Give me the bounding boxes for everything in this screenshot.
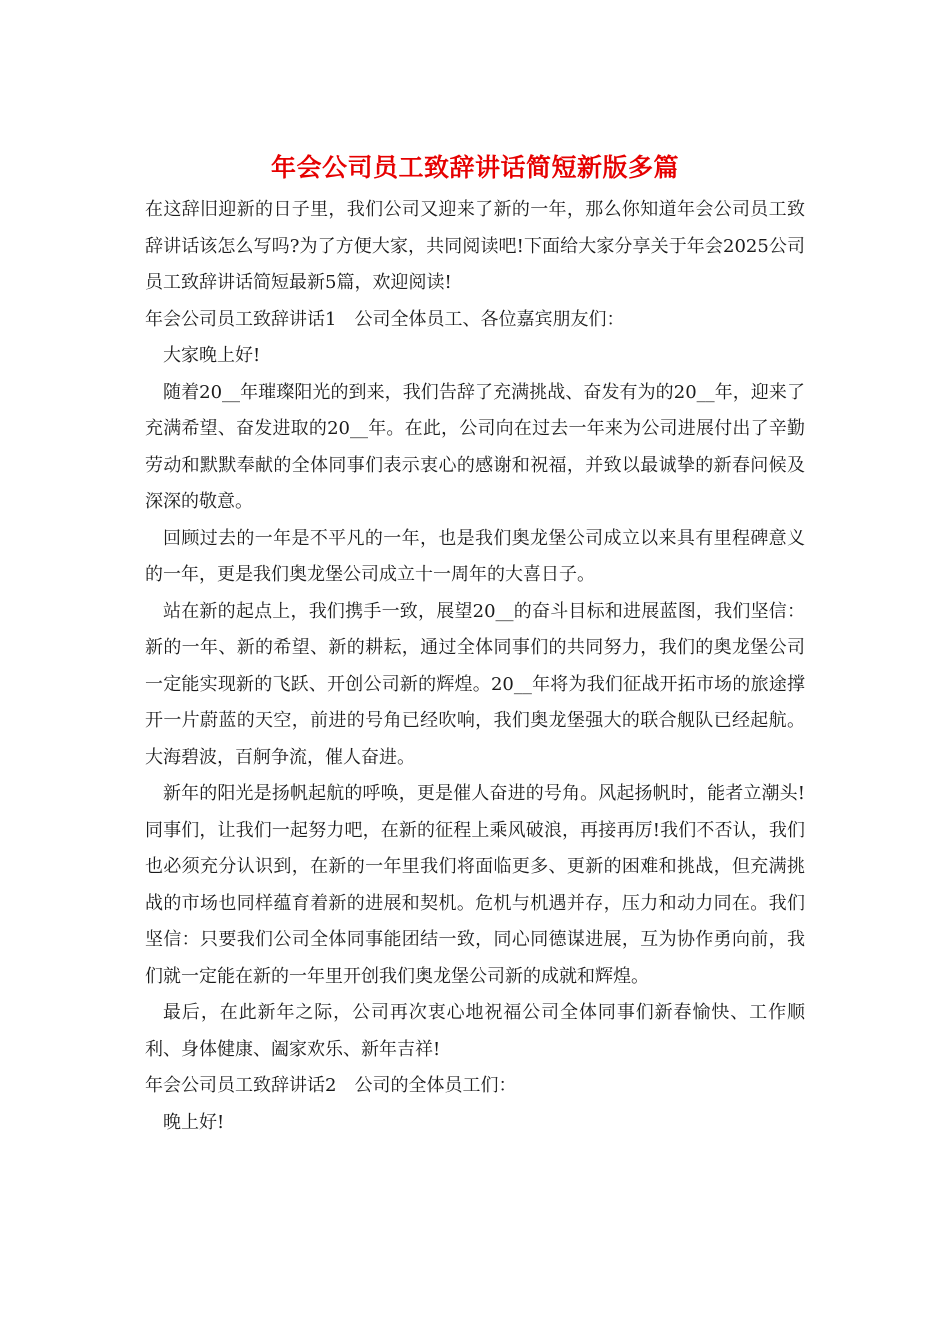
document-body [145, 192, 805, 1141]
body-paragraph: 站在新的起点上，我们携手一致，展望20__的奋斗目标和进展蓝图，我们坚信：新的一年、新的希望、新的耕耘，通过全体同事们的共同努力，我们的奥龙堡公司一定能实现新的飞跃、开创公司新的辉煌。20__年将为我们征战开拓市场的旅途撑开一片蔚蓝的天空，前进的号角已经吹响，我们奥龙堡强大的联合舰队已经起航。大海碧波，百舸争流，催人奋进。 [145, 600, 805, 768]
body-paragraph: 新年的阳光是扬帆起航的呼唤，更是催人奋进的号角。风起扬帆时，能者立潮头!同事们，让我们一起努力吧，在新的征程上乘风破浪，再接再厉!我们不否认，我们也必须充分认识到，在新的一年里我们将面临更多、更新的困难和挑战，但充满挑战的市场也同样蕴育着新的进展和契机。危机与机遇并存，压力和动力同在。我们坚信：只要我们公司全体同事能团结一致，同心同德谋进展，互为协作勇向前，我们就一定能在新的一年里开创我们奥龙堡公司新的成就和辉煌。 [145, 783, 805, 987]
section-heading-1: 年会公司员工致辞讲话1 公司全体员工、各位嘉宾朋友们： [145, 308, 625, 330]
body-paragraph: 随着20__年璀璨阳光的到来，我们告辞了充满挑战、奋发有为的20__年，迎来了充满希望、奋发进取的20__年。在此，公司向在过去一年来为公司进展付出了辛勤劳动和默默奉献的全体同事们表示衷心的感谢和祝福，并致以最诚挚的新春问候及深深的敬意。 [145, 381, 805, 512]
document-title: 年会公司员工致辞讲话简短新版多篇 [270, 153, 679, 182]
closing-paragraph: 最后，在此新年之际，公司再次衷心地祝福公司全体同事们新春愉快、工作顺利、身体健康、阖家欢乐、新年吉祥! [145, 1002, 805, 1060]
section-heading-2: 年会公司员工致辞讲话2 公司的全体员工们： [145, 1075, 517, 1096]
greeting-paragraph: 晚上好! [163, 1111, 225, 1133]
body-paragraph: 回顾过去的一年是不平凡的一年，也是我们奥龙堡公司成立以来具有里程碑意义的一年，更是我们奥龙堡公司成立十一周年的大喜日子。 [145, 527, 805, 585]
intro-paragraph: 在这辞旧迎新的日子里，我们公司又迎来了新的一年，那么你知道年会公司员工致辞讲话该怎么写吗?为了方便大家，共同阅读吧!下面给大家分享关于年会2025公司员工致辞讲话简短最新5篇，欢迎阅读! [145, 199, 805, 293]
greeting-paragraph: 大家晚上好! [163, 345, 261, 366]
